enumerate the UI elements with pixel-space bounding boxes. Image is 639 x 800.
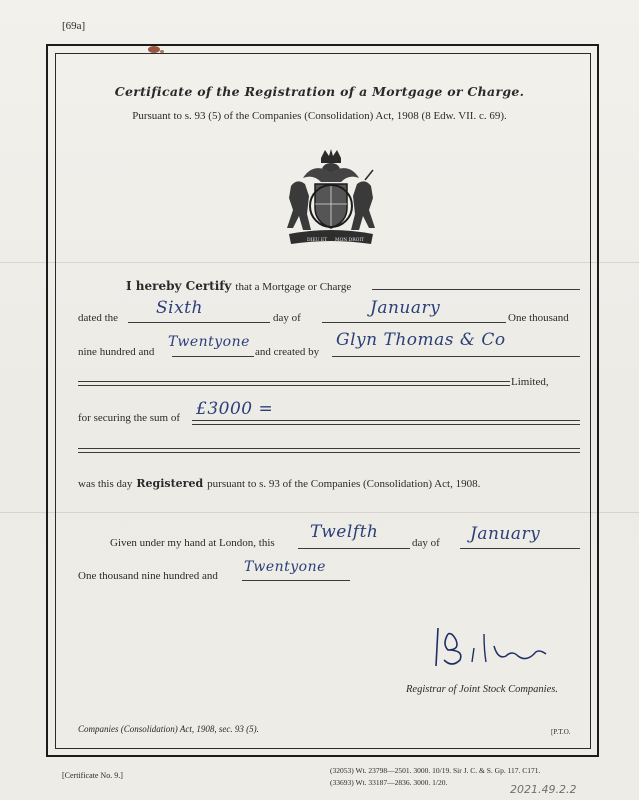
given-year-label: One thousand nine hundred and — [78, 570, 218, 582]
crest-motto-right: MON DROIT — [335, 238, 365, 243]
given-day-of-label: day of — [412, 537, 440, 549]
securing-label: for securing the sum of — [78, 412, 181, 424]
fill-rule — [172, 356, 254, 357]
certificate-subtitle: Pursuant to s. 93 (5) of the Companies (Consolidation) Act, 1908 (8 Edw. VII. c. 69). — [132, 110, 507, 122]
fill-rule — [128, 322, 270, 323]
fill-rule — [78, 448, 580, 453]
registered-post: pursuant to s. 93 of the Companies (Consolidation) Act, 1908. — [207, 478, 481, 490]
given-day-handwriting: Twelfth — [310, 522, 379, 542]
certify-rest: that a Mortgage or Charge — [235, 281, 352, 293]
royal-coat-of-arms-icon — [283, 148, 379, 250]
fill-rule — [372, 289, 580, 290]
limited-label: Limited, — [511, 376, 549, 388]
dated-day-handwriting: Sixth — [156, 298, 203, 318]
reference-number: [69a] — [62, 20, 86, 32]
registered-line — [78, 474, 480, 492]
fill-rule — [298, 548, 410, 549]
fill-rule — [322, 322, 506, 323]
registered-word: Registered — [136, 477, 204, 490]
creator-handwriting: Glyn Thomas & Co — [336, 330, 506, 350]
certificate-number: [Certificate No. 9.] — [62, 771, 123, 780]
fill-rule — [332, 356, 580, 357]
year-handwriting: Twentyone — [168, 334, 250, 350]
accession-number: 2021.49.2.2 — [510, 783, 577, 796]
nine-hundred-label: nine hundred and — [78, 346, 155, 358]
created-by-label: and created by — [255, 346, 320, 358]
certify-lead: I hereby Certify — [126, 279, 232, 293]
printer-line-1: (32053) Wt. 23798—2501. 3000. 10/19. Sir J. C. & S. Gp. 117. C171. — [330, 766, 541, 775]
one-thousand-label: One thousand — [508, 312, 569, 324]
given-label: Given under my hand at London, this — [110, 537, 275, 549]
fill-rule — [192, 420, 580, 425]
fill-rule — [78, 381, 510, 386]
day-of-label: day of — [273, 312, 301, 324]
certificate-title: Certificate of the Registration of a Mortgage or Charge. — [114, 84, 525, 99]
given-year-handwriting: Twentyone — [244, 559, 326, 575]
registrar-title: Registrar of Joint Stock Companies. — [406, 684, 558, 695]
given-month-handwriting: January — [470, 524, 541, 544]
sum-handwriting: £3000 = — [196, 399, 274, 419]
act-reference: Companies (Consolidation) Act, 1908, sec. 93 (5). — [78, 724, 259, 734]
pto-mark: [P.T.O. — [551, 728, 571, 736]
dated-label: dated the — [78, 312, 119, 324]
printer-line-2: (33693) Wt. 33187—2836. 3000. 1/20. — [330, 778, 448, 787]
certify-line — [126, 277, 351, 295]
registrar-signature — [426, 620, 566, 670]
fill-rule — [242, 580, 350, 581]
crest-motto-left: DIEU ET — [307, 238, 328, 243]
fill-rule — [460, 548, 580, 549]
month-handwriting: January — [370, 298, 441, 318]
registered-pre: was this day — [78, 478, 133, 490]
